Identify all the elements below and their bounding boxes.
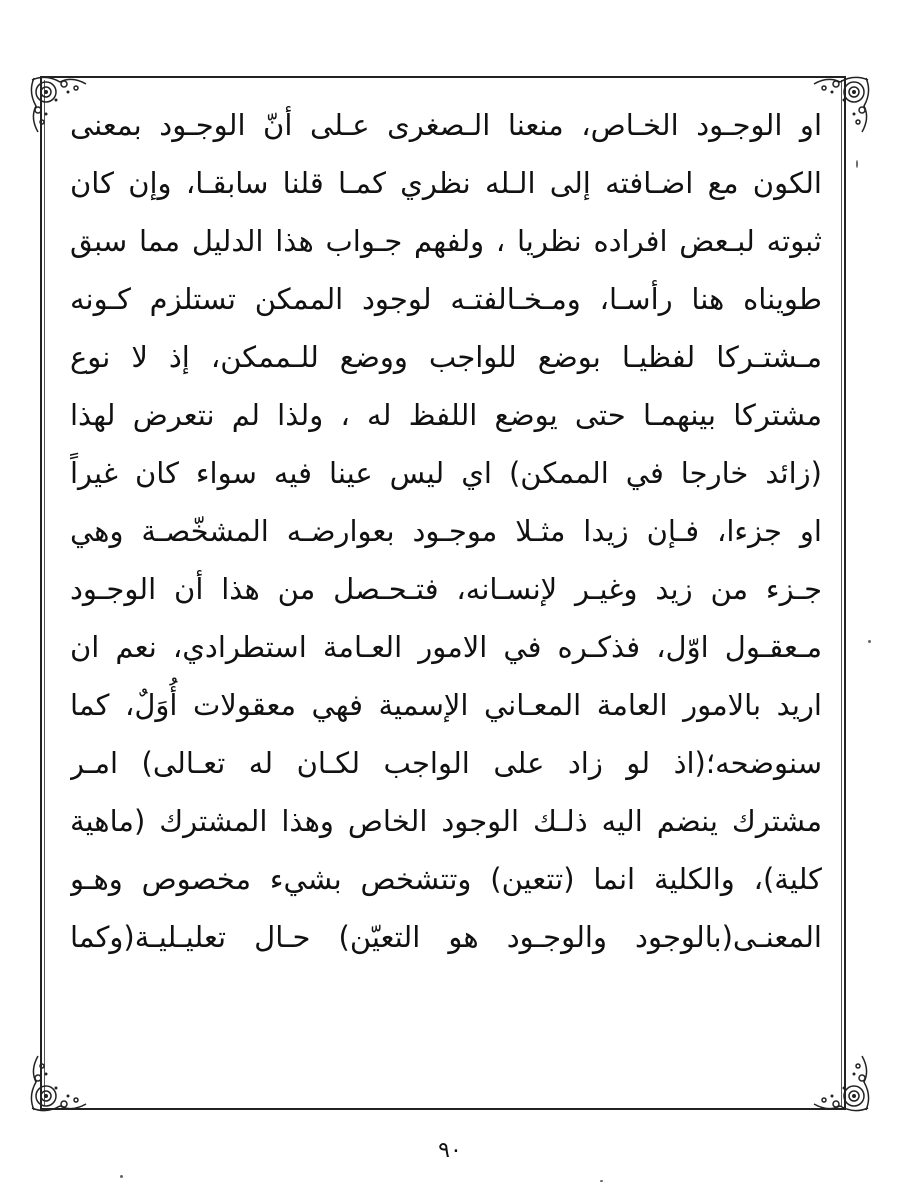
scan-speck xyxy=(868,640,871,643)
text-line: (زائد خارجا في الممكن) اي ليس عينا فيه سواء كان غيراً xyxy=(70,456,822,490)
text-line: جـزء من زيد وغيـر لإنسـانه، فتـحـصل من هذا أن الوجـود xyxy=(70,572,822,606)
text-line: طويناه هنا رأسـا، ومـخـالفتـه لوجود الممكن تستلزم كـونه xyxy=(70,282,822,316)
page-number: ٩٠ xyxy=(438,1138,462,1163)
text-line: مـعقـول اوّل، فذكـره في الامور العـامة استطرادي، نعم ان xyxy=(70,630,822,664)
text-line: اريد بالامور العامة المعـاني الإسمية فهي معقولات أُوَلٌ، كما xyxy=(70,688,822,722)
text-line: كلية)، والكلية انما (تتعين) وتتشخص بشيء مخصوص وهـو xyxy=(70,862,822,896)
text-line: المعنـى(بالوجود والوجـود هو التعيّن) حـال تعليـليـة(وكما xyxy=(70,920,822,954)
text-line: او جزءا، فـإن زيدا مثـلا موجـود بعوارضـه المشخّصـة وهي xyxy=(70,514,822,548)
text-line: او الوجـود الخـاص، منعنا الـصغرى عـلى أنّ الوجـود بمعنى xyxy=(70,108,822,142)
scan-speck xyxy=(600,1180,603,1182)
text-line: الكون مع اضـافته إلى الـله نظري كمـا قلنا سابقـا، وإن كان xyxy=(70,166,822,200)
corner-ornament-bottom-right xyxy=(810,1052,872,1114)
text-line: مشتركا بينهمـا حتى يوضع اللفظ له ، ولذا لم نتعرض لهذا xyxy=(70,398,822,432)
body-text xyxy=(70,96,822,966)
text-line: سنوضحه؛(اذ لو زاد على الواجب لكـان له تعـالى) امـر xyxy=(70,746,822,780)
text-line: مشترك ينضم اليه ذلـك الوجود الخاص وهذا المشترك (ماهية xyxy=(70,804,822,838)
corner-ornament-bottom-left xyxy=(28,1052,90,1114)
scan-speck xyxy=(856,160,858,168)
scan-speck xyxy=(120,1175,123,1178)
text-line: مـشتـركا لفظيـا بوضع للواجب ووضع للـممكن، إذ لا نوع xyxy=(70,340,822,374)
text-line: ثبوته لبـعض افراده نظريا ، ولفهم جـواب هذا الدليل مما سبق xyxy=(70,224,822,258)
